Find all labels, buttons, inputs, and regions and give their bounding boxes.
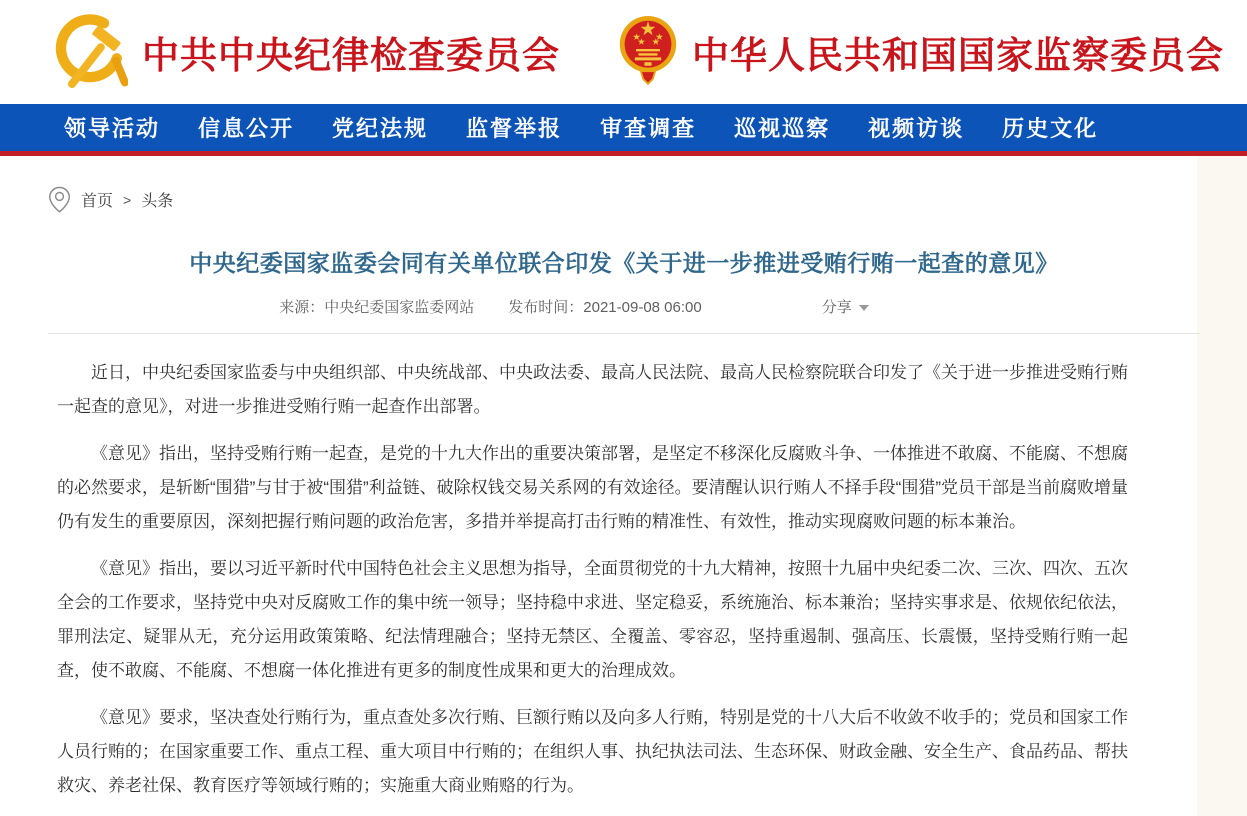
- red-accent-bar: [0, 151, 1247, 156]
- breadcrumb: [48, 186, 1200, 213]
- article-paragraph: 《意见》指出，要以习近平新时代中国特色社会主义思想为指导，全面贯彻党的十九大精神，按照十九届中央纪委二次、三次、四次、五次全会的工作要求，坚持党中央对反腐败工作的集中统一领导；坚持稳中求进、坚定稳妥，系统施治、标本兼治；坚持实事求是、依规依纪依法，罪刑法定、疑罪从无，充分运用政策策略、纪法情理融合；坚持无禁区、全覆盖、零容忍，坚持重遏制、强高压、长震慑，坚持受贿行贿一起查，使不敢腐、不能腐、不想腐一体化推进有更多的制度性成果和更大的治理成效。: [57, 559, 1128, 680]
- article-paragraph: 《意见》指出，坚持受贿行贿一起查，是党的十九大作出的重要决策部署，是坚定不移深化反腐败斗争、一体推进不敢腐、不能腐、不想腐的必然要求，是斩断“围猎”与甘于被“围猎”利益链、破除权钱交易关系网的有效途径。要清醒认识行贿人不择手段“围猎”党员干部是当前腐败增量仍有发生的重要原因，深刻把握行贿问题的政治危害，多措并举提高打击行贿的精准性、有效性，推动实现腐败问题的标本兼治。: [57, 444, 1128, 531]
- site-header: [0, 0, 1247, 104]
- article-meta: [0, 296, 1150, 317]
- article-paragraph: 近日，中央纪委国家监委与中央组织部、中央统战部、中央政法委、最高人民法院、最高人民检察院联合印发了《关于进一步推进受贿行贿一起查的意见》，对进一步推进受贿行贿一起查作出部署。: [57, 363, 1128, 416]
- location-pin-icon: [48, 186, 71, 213]
- nav-item-investigate[interactable]: 审查调查: [600, 116, 697, 141]
- caret-down-icon: [859, 305, 869, 311]
- article-paragraph: 《意见》要求，坚决查处行贿行为，重点查处多次行贿、巨额行贿以及向多人行贿，特别是党的十八大后不收敛不收手的；党员和国家工作人员行贿的；在国家重要工作、重点工程、重大项目中行贿的；在组织人事、执纪执法司法、生态环保、财政金融、安全生产、食品药品、帮扶救灾、养老社保、教育医疗等领域行贿的；实施重大商业贿赂的行为。: [57, 708, 1128, 795]
- nav-item-history[interactable]: 历史文化: [1002, 116, 1099, 141]
- party-emblem-icon: [48, 10, 128, 94]
- nav-item-video[interactable]: 视频访谈: [868, 116, 965, 141]
- nav-item-inspection[interactable]: 巡视巡察: [734, 116, 831, 141]
- share-label: 分享: [821, 299, 852, 316]
- nsc-logo-text: 中华人民共和国国家监察委员会: [692, 36, 1224, 77]
- breadcrumb-current[interactable]: 头条: [141, 193, 174, 210]
- article-title: 中央纪委国家监委会同有关单位联合印发《关于进一步推进受贿行贿一起查的意见》: [189, 250, 1059, 276]
- share-button[interactable]: [822, 296, 869, 317]
- page-right-margin: [1197, 156, 1247, 816]
- ccdi-logo[interactable]: [48, 10, 560, 94]
- nav-item-regulations[interactable]: 党纪法规: [332, 116, 429, 141]
- nsc-logo[interactable]: [618, 7, 1224, 97]
- national-emblem-icon: [618, 7, 678, 97]
- nav-item-leadership[interactable]: 领导活动: [64, 116, 161, 141]
- nav-item-report[interactable]: 监督举报: [466, 116, 563, 141]
- article-source: 来源：中央纪委国家监委网站: [279, 299, 475, 316]
- main-nav: [0, 104, 1247, 151]
- breadcrumb-separator: >: [123, 191, 132, 208]
- breadcrumb-home[interactable]: 首页: [81, 193, 114, 210]
- ccdi-logo-text: 中共中央纪律检查委员会: [142, 36, 560, 77]
- article-publish-time: 发布时间：2021-09-08 06:00: [508, 299, 702, 316]
- nav-item-info[interactable]: 信息公开: [198, 116, 295, 141]
- article-body: [48, 334, 1200, 803]
- content-area: [48, 186, 1200, 803]
